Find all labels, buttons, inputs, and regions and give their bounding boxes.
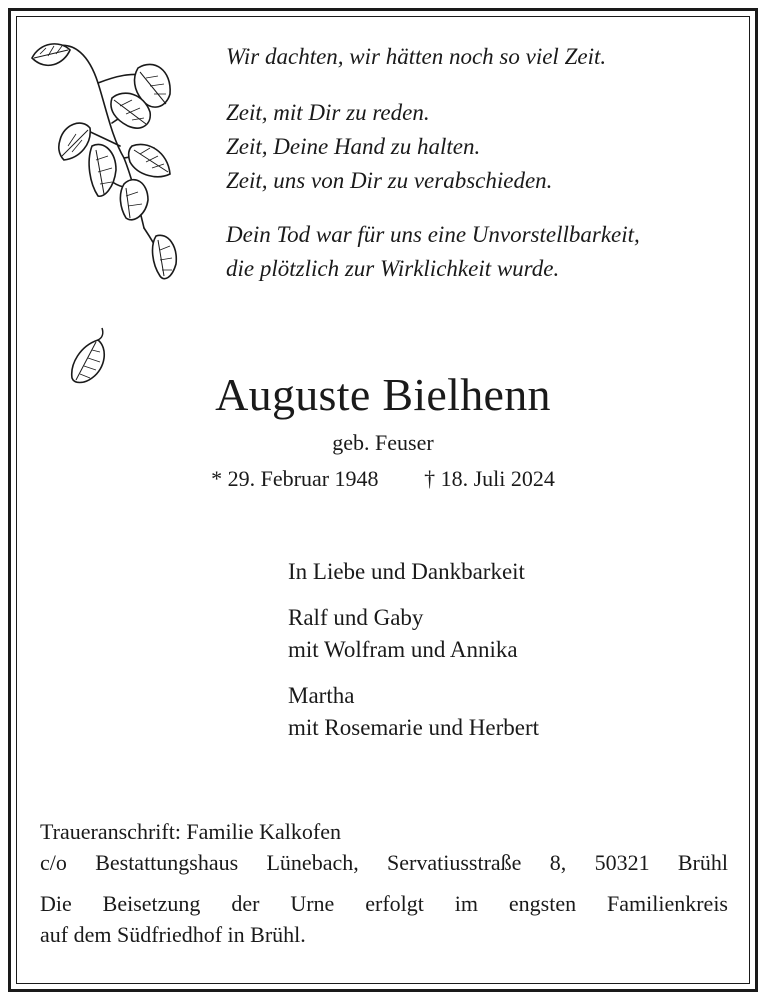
poem-stanza-3 (226, 218, 736, 286)
death-date: † 18. Juli 2024 (424, 466, 555, 491)
mourners (288, 556, 728, 758)
mourning-address (40, 816, 740, 878)
burial-line: Die Beisetzung der Urne erfolgt im engsten Familienkreis (40, 891, 728, 916)
intro-line: In Liebe und Dankbarkeit (288, 559, 525, 584)
footer (40, 816, 740, 960)
poem-line: Zeit, Deine Hand zu halten. (226, 134, 481, 159)
mourner-line: mit Wolfram und Annika (288, 637, 518, 662)
poem-line: die plötzlich zur Wirklichkeit wurde. (226, 256, 560, 281)
birth-date: * 29. Februar 1948 (211, 466, 379, 491)
mourners-intro (288, 556, 728, 588)
deceased-name: Auguste Bielhenn (215, 369, 551, 420)
poem-line: Zeit, uns von Dir zu verabschieden. (226, 168, 553, 193)
mourner-line: mit Rosemarie und Herbert (288, 715, 540, 740)
mourner-line: Martha (288, 683, 355, 708)
poem (226, 40, 736, 306)
burial-notice (40, 888, 740, 950)
burial-line: auf dem Südfriedhof in Brühl. (40, 922, 306, 947)
life-dates (0, 466, 766, 492)
address-line: c/o Bestattungshaus Lünebach, Servatiusstraße 8, 50321 Brühl (40, 850, 728, 875)
poem-line: Zeit, mit Dir zu reden. (226, 100, 430, 125)
address-line: Traueranschrift: Familie Kalkofen (40, 819, 341, 844)
mourner-group-1 (288, 602, 728, 666)
mourner-group-2 (288, 680, 728, 744)
maiden-name: geb. Feuser (332, 430, 434, 455)
poem-stanza-1 (226, 40, 736, 74)
mourner-line: Ralf und Gaby (288, 605, 424, 630)
poem-line: Dein Tod war für uns eine Unvorstellbarkeit, (226, 222, 640, 247)
poem-stanza-2 (226, 96, 736, 198)
poem-line: Wir dachten, wir hätten noch so viel Zeit. (226, 44, 607, 69)
leaf-branch-icon (20, 28, 190, 298)
